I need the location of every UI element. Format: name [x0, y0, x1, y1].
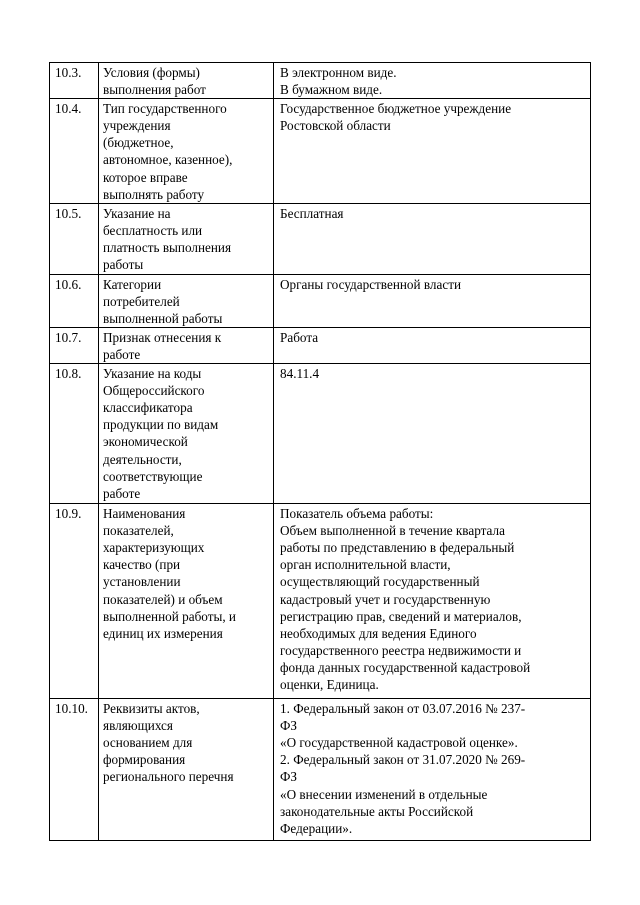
text-line: В бумажном виде. — [280, 82, 383, 98]
row-number: 10.7. — [50, 327, 99, 363]
text-line: Тип государственного — [103, 101, 227, 117]
row-name — [99, 699, 274, 841]
row-name — [99, 63, 274, 99]
text-line: необходимых для ведения Единого — [280, 625, 477, 641]
table-row — [50, 274, 591, 327]
text-line: орган исполнительной власти, — [280, 557, 451, 573]
text-line: показателей) и объем — [103, 591, 223, 607]
text-line: экономической — [103, 434, 188, 450]
text-line: работе — [103, 346, 141, 362]
row-value — [274, 99, 591, 204]
row-name — [99, 327, 274, 363]
text-line: «О внесении изменений в отдельные — [280, 786, 488, 802]
text-line: характеризующих — [103, 540, 205, 556]
text-line: Признак отнесения к — [103, 329, 222, 345]
row-number: 10.4. — [50, 99, 99, 204]
text-line: Работа — [280, 329, 319, 345]
text-line: Указание на — [103, 206, 171, 222]
text-line: регионального перечня — [103, 769, 234, 785]
row-value — [274, 504, 591, 699]
table-row — [50, 364, 591, 504]
text-line: ФЗ — [280, 769, 298, 785]
text-line: Федерации». — [280, 820, 353, 836]
row-value — [274, 204, 591, 274]
text-line: классификатора — [103, 400, 193, 416]
text-line: единиц их измерения — [103, 625, 223, 641]
row-value — [274, 63, 591, 99]
text-line: платность выполнения — [103, 240, 232, 256]
table-row — [50, 204, 591, 274]
row-value — [274, 699, 591, 841]
table-body — [50, 63, 591, 841]
text-line: 2. Федеральный закон от 31.07.2020 № 269- — [280, 752, 526, 768]
text-line: Условия (формы) — [103, 65, 200, 80]
text-line: законодательные акты Российской — [280, 803, 474, 819]
text-line: выполнять работу — [103, 186, 205, 202]
text-line: выполнения работ — [103, 82, 206, 98]
text-line: Бесплатная — [280, 206, 344, 222]
text-line: регистрацию прав, сведений и материалов, — [280, 608, 522, 624]
text-line: оценки, Единица. — [280, 676, 379, 692]
text-line: учреждения — [103, 118, 171, 134]
text-line: потребителей — [103, 293, 180, 309]
text-line: являющихся — [103, 718, 173, 734]
table-row — [50, 63, 591, 99]
row-number: 10.9. — [50, 504, 99, 699]
row-number: 10.5. — [50, 204, 99, 274]
text-line: кадастровый учет и государственную — [280, 591, 491, 607]
row-name — [99, 99, 274, 204]
text-line: работы — [103, 257, 144, 273]
text-line: Общероссийского — [103, 383, 205, 399]
text-line: В электронном виде. — [280, 65, 397, 80]
row-number: 10.3. — [50, 63, 99, 99]
text-line: работе — [103, 485, 141, 501]
text-line: Реквизиты актов, — [103, 701, 200, 717]
text-line: Наименования — [103, 506, 186, 522]
row-name — [99, 504, 274, 699]
text-line: автономное, казенное), — [103, 152, 233, 168]
text-line: Ростовской области — [280, 118, 391, 134]
text-line: 84.11.4 — [280, 366, 320, 382]
text-line: Органы государственной власти — [280, 276, 462, 292]
text-line: (бюджетное, — [103, 135, 174, 151]
row-name — [99, 204, 274, 274]
row-value — [274, 364, 591, 504]
row-name — [99, 364, 274, 504]
text-line: «О государственной кадастровой оценке». — [280, 735, 518, 751]
text-line: основанием для — [103, 735, 193, 751]
table-row — [50, 99, 591, 204]
text-line: Категории — [103, 276, 162, 292]
table-row — [50, 327, 591, 363]
row-number: 10.10. — [50, 699, 99, 841]
text-line: деятельности, — [103, 451, 182, 467]
text-line: Указание на коды — [103, 366, 202, 382]
text-line: соответствующие — [103, 468, 203, 484]
text-line: формирования — [103, 752, 186, 768]
text-line: государственного реестра недвижимости и — [280, 642, 522, 658]
text-line: бесплатность или — [103, 223, 203, 239]
text-line: которое вправе — [103, 169, 188, 185]
text-line: работы по представлению в федеральный — [280, 540, 515, 556]
text-line: фонда данных государственной кадастровой — [280, 659, 531, 675]
text-line: выполненной работы, и — [103, 608, 236, 624]
document-table — [49, 62, 591, 841]
row-value — [274, 327, 591, 363]
text-line: выполненной работы — [103, 310, 223, 326]
row-number: 10.6. — [50, 274, 99, 327]
text-line: продукции по видам — [103, 417, 219, 433]
row-value — [274, 274, 591, 327]
text-line: Показатель объема работы: — [280, 506, 434, 522]
text-line: Объем выполненной в течение квартала — [280, 523, 505, 539]
text-line: осуществляющий государственный — [280, 574, 480, 590]
table-row — [50, 699, 591, 841]
text-line: качество (при — [103, 557, 181, 573]
table-row — [50, 504, 591, 699]
text-line: ФЗ — [280, 718, 298, 734]
text-line: установлении — [103, 574, 181, 590]
row-name — [99, 274, 274, 327]
row-number: 10.8. — [50, 364, 99, 504]
text-line: показателей, — [103, 523, 174, 539]
text-line: Государственное бюджетное учреждение — [280, 101, 512, 117]
text-line: 1. Федеральный закон от 03.07.2016 № 237- — [280, 701, 526, 717]
